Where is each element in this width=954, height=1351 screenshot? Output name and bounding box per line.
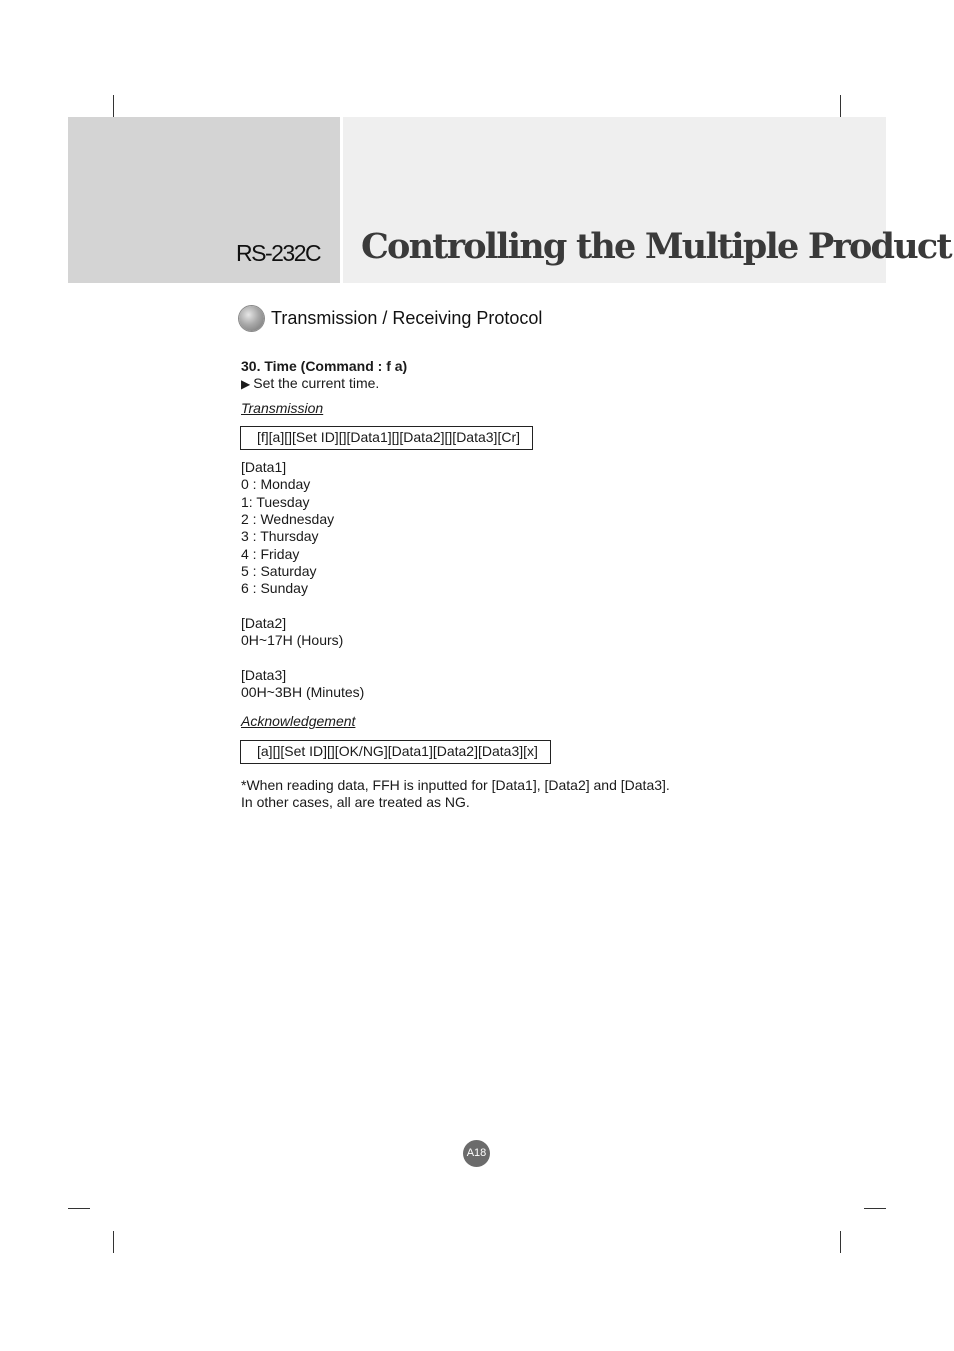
- crop-mark: [113, 1231, 114, 1253]
- data2-value: 0H~17H (Hours): [241, 632, 344, 649]
- command-description: [241, 375, 761, 393]
- data1-item: 6 : Sunday: [241, 580, 308, 597]
- crop-mark: [113, 95, 114, 117]
- subsection-title: Transmission / Receiving Protocol: [271, 308, 543, 328]
- transmission-label: Transmission: [241, 399, 324, 416]
- data1-item: 3 : Thursday: [241, 528, 319, 545]
- crop-mark: [864, 1208, 886, 1209]
- page-number-badge: A18: [463, 1140, 490, 1167]
- data1-label: [Data1]: [241, 459, 287, 476]
- acknowledgement-label: Acknowledgement: [241, 713, 356, 730]
- data1-item: 1: Tuesday: [241, 493, 310, 510]
- triangle-bullet-icon: ▶: [241, 377, 251, 392]
- page-title: Controlling the Multiple Product: [361, 226, 951, 267]
- crop-mark: [840, 95, 841, 117]
- description-text: Set the current time.: [253, 375, 380, 392]
- round-bullet-icon: [239, 306, 264, 331]
- note-line: *When reading data, FFH is inputted for [Data1], [Data2] and [Data3].: [241, 776, 670, 793]
- data3-value: 00H~3BH (Minutes): [241, 684, 365, 701]
- command-title: 30. Time (Command : f a): [241, 358, 408, 374]
- data1-item: 5 : Saturday: [241, 562, 317, 579]
- data1-item: 2 : Wednesday: [241, 511, 335, 528]
- transmission-format-box: [f][a][][Set ID][][Data1][][Data2][][Data3][Cr]: [240, 426, 533, 450]
- data2-label: [Data2]: [241, 614, 287, 631]
- acknowledgement-format-box: [a][][Set ID][][OK/NG][Data1][Data2][Data3][x]: [240, 740, 551, 764]
- crop-mark: [68, 1208, 90, 1209]
- command-section: [241, 358, 761, 812]
- section-label: RS-232C: [236, 240, 321, 266]
- crop-mark: [840, 1231, 841, 1253]
- note-line: In other cases, all are treated as NG.: [241, 794, 470, 811]
- data1-item: 4 : Friday: [241, 545, 300, 562]
- data1-item: 0 : Monday: [241, 476, 311, 493]
- data3-label: [Data3]: [241, 666, 287, 683]
